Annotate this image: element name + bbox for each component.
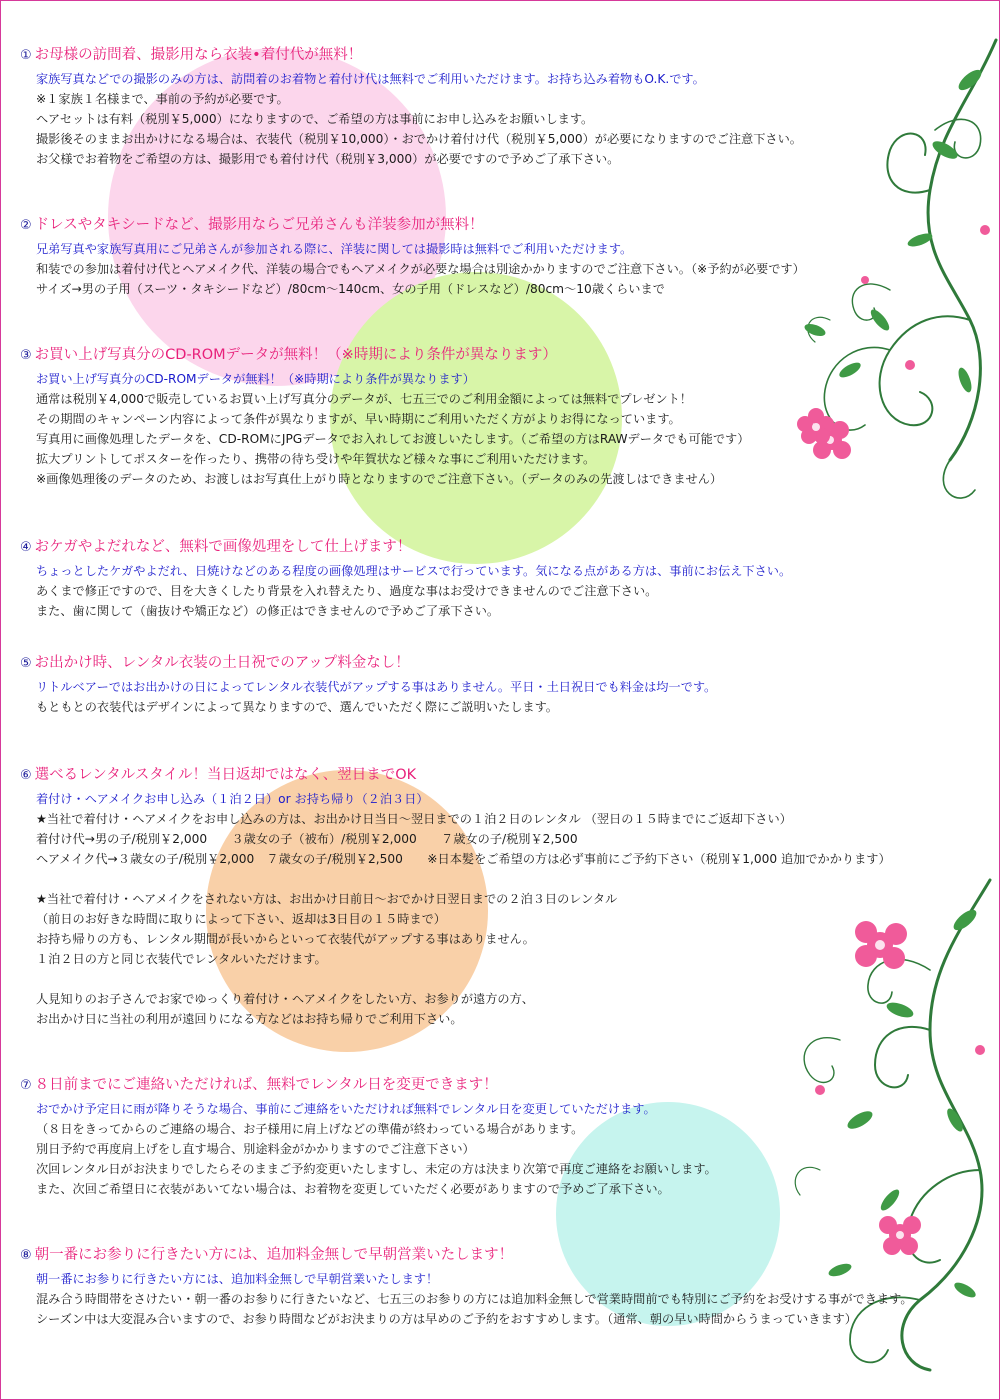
section-8 [20, 1244, 980, 1329]
section-7 [20, 1074, 980, 1199]
body-text: シーズン中は大変混み合いますので、お参り時間などがお決まりの方は早めのご予約をおすすめします。（通常、朝の早い時間からうまっていきます） [36, 1312, 857, 1326]
body-text: もともとの衣装代はデザインによって異なりますので、選んでいただく際にご説明いたします。 [36, 700, 558, 714]
section-8-heading [20, 1244, 980, 1267]
section-6 [20, 764, 980, 1029]
body-text: 人見知りのお子さんでお家でゆっくり着付け・ヘアメイクをしたい方、お参りが遠方の方、 [36, 992, 534, 1006]
body-text: 混み合う時間帯をさけたい・朝一番のお参りに行きたいなど、七五三のお参りの方には追加料金無しで営業時間前でも特別にご予約をお受けする事ができます。 [36, 1292, 913, 1306]
section-6-heading [20, 764, 980, 787]
spacer [36, 869, 980, 889]
body-text: お出かけ日に当社の利用が遠回りになる方などはお持ち帰りでご利用下さい。 [36, 1012, 463, 1026]
section-2-heading [20, 214, 980, 237]
section-2 [20, 214, 980, 299]
body-text: 写真用に画像処理したデータを、CD-ROMにJPGデータでお入れしてお渡しいたします。（ご希望の方はRAWデータでも可能です） [36, 432, 750, 446]
section-7-heading [20, 1074, 980, 1097]
lead-text: 家族写真などでの撮影のみの方は、訪問着のお着物と着付け代は無料でご利用いただけます。お持ち込み着物もO.K.です。 [36, 72, 705, 86]
section-1-heading [20, 44, 980, 67]
heading-text: ８日前までにご連絡いただければ、無料でレンタル日を変更できます！ [34, 1077, 498, 1093]
body-text: 撮影後そのままお出かけになる場合は、衣装代（税別￥10,000）・おでかけ着付け代（税別￥5,000）が必要になりますのでご注意下さい。 [36, 132, 802, 146]
body-text: 通常は税別￥4,000で販売しているお買い上げ写真分のデータが、七五三でのご利用金額によっては無料でプレゼント！ [36, 392, 692, 406]
section-1 [20, 44, 980, 169]
heading-text: おケガやよだれなど、無料で画像処理をして仕上げます！ [34, 539, 412, 555]
body-text: お持ち帰りの方も、レンタル期間が長いからといって衣装代がアップする事はありません。 [36, 932, 535, 946]
body-text: １泊２日の方と同じ衣装代でレンタルいただけます。 [36, 952, 327, 966]
lead-text: リトルベアーではお出かけの日によってレンタル衣装代がアップする事はありません。平日・土日祝日でも料金は均一です。 [36, 680, 717, 694]
lead-text: 朝一番にお参りに行きたい方には、追加料金無しで早朝営業いたします！ [36, 1272, 439, 1286]
section-5 [20, 652, 980, 717]
section-3-heading [20, 344, 980, 367]
body-text: （８日をきってからのご連絡の場合、お子様用に肩上げなどの準備が終わっている場合があります。 [36, 1122, 584, 1136]
section-number: ③ [20, 348, 32, 363]
lead-text: おでかけ予定日に雨が降りそうな場合、事前にご連絡をいただければ無料でレンタル日を変更していただけます。 [36, 1102, 656, 1116]
section-number: ⑥ [20, 768, 32, 783]
section-4-heading [20, 536, 980, 559]
body-text: 拡大プリントしてポスターを作ったり、携帯の待ち受けや年賀状など様々な事にご利用いただけます。 [36, 452, 596, 466]
body-text: ヘアメイク代→３歳女の子/税別￥2,000 ７歳女の子/税別￥2,500 ※日本髪をご希望の方は必ず事前にご予約下さい（税別￥1,000 追加でかかります） [36, 852, 891, 866]
body-text: ヘアセットは有料（税別￥5,000）になりますので、ご希望の方は事前にお申し込みをお願いします。 [36, 112, 594, 126]
heading-text: ドレスやタキシードなど、撮影用ならご兄弟さんも洋装参加が無料！ [34, 217, 484, 233]
body-text: ★当社で着付け・ヘアメイクをお申し込みの方は、お出かけ日当日～翌日までの１泊２日のレンタル （翌日の１５時までにご返却下さい） [36, 812, 792, 826]
body-text: 着付け代→男の子/税別￥2,000 ３歳女の子（被布）/税別￥2,000 ７歳女の子/税別￥2,500 [36, 832, 578, 846]
spacer [36, 969, 980, 989]
body-text: サイズ→男の子用（スーツ・タキシードなど）/80cm～140cm、女の子用（ドレスなど）/80cm～10歳くらいまで [36, 282, 665, 296]
body-text: あくまで修正ですので、目を大きくしたり背景を入れ替えたり、過度な事はお受けできませんのでご注意下さい。 [36, 584, 658, 598]
section-number: ④ [20, 540, 32, 555]
section-4 [20, 536, 980, 621]
heading-text: お母様の訪問着、撮影用なら衣装•着付代が無料！ [34, 47, 363, 63]
body-text: お父様でお着物をご希望の方は、撮影用でも着付け代（税別￥3,000）が必要ですので予めご了承下さい。 [36, 152, 620, 166]
heading-text: お出かけ時、レンタル衣装の土日祝でのアップ料金なし！ [34, 655, 410, 671]
body-text: ※画像処理後のデータのため、お渡しはお写真仕上がり時となりますのでご注意下さい。（データのみの先渡しはできません） [36, 472, 723, 486]
lead-text: 兄弟写真や家族写真用にご兄弟さんが参加される際に、洋装に関しては撮影時は無料でご利用いただけます。 [36, 242, 633, 256]
section-number: ② [20, 218, 32, 233]
body-text: 和装での参加は着付け代とヘアメイク代、洋装の場合でもヘアメイクが必要な場合は別途かかりますのでご注意下さい。（※予約が必要です） [36, 262, 805, 276]
body-text: ※１家族１名様まで、事前の予約が必要です。 [36, 92, 289, 106]
lead-text: ちょっとしたケガやよだれ、日焼けなどのある程度の画像処理はサービスで行っています。気になる点がある方は、事前にお伝え下さい。 [36, 564, 792, 578]
section-number: ① [20, 48, 32, 63]
body-text: また、次回ご希望日に衣装があいてない場合は、お着物を変更していただく必要がありますので予めご了承下さい。 [36, 1182, 670, 1196]
body-text: （前日のお好きな時間に取りによって下さい、返却は3日目の１５時まで） [36, 912, 446, 926]
section-number: ⑦ [20, 1078, 32, 1093]
heading-text: お買い上げ写真分のCD-ROMデータが無料！（※時期により条件が異なります） [34, 347, 557, 363]
section-3 [20, 344, 980, 489]
body-text: その期間のキャンペーン内容によって条件が異なりますが、早い時期にご利用いただく方がよりお得になっています。 [36, 412, 681, 426]
lead-text: 着付け・ヘアメイクお申し込み（１泊２日）or お持ち帰り（２泊３日） [36, 792, 429, 806]
section-number: ⑧ [20, 1248, 32, 1263]
heading-text: 朝一番にお参りに行きたい方には、追加料金無しで早朝営業いたします！ [34, 1247, 514, 1263]
body-text: 次回レンタル日がお決まりでしたらそのままご予約変更いたしますし、未定の方は決まり次第で再度ご連絡をお願いします。 [36, 1162, 717, 1176]
body-text: 別日予約で再度肩上げをし直す場合、別途料金がかかりますのでご注意下さい） [36, 1142, 475, 1156]
lead-text: お買い上げ写真分のCD-ROMデータが無料！（※時期により条件が異なります） [36, 372, 475, 386]
heading-text: 選べるレンタルスタイル！当日返却ではなく、翌日までOK [34, 767, 417, 783]
section-5-heading [20, 652, 980, 675]
body-text: また、歯に関して（歯抜けや矯正など）の修正はできませんので予めご了承下さい。 [36, 604, 500, 618]
body-text: ★当社で着付け・ヘアメイクをされない方は、お出かけ日前日～おでかけ日翌日までの２泊３日のレンタル [36, 892, 618, 906]
section-number: ⑤ [20, 656, 32, 671]
